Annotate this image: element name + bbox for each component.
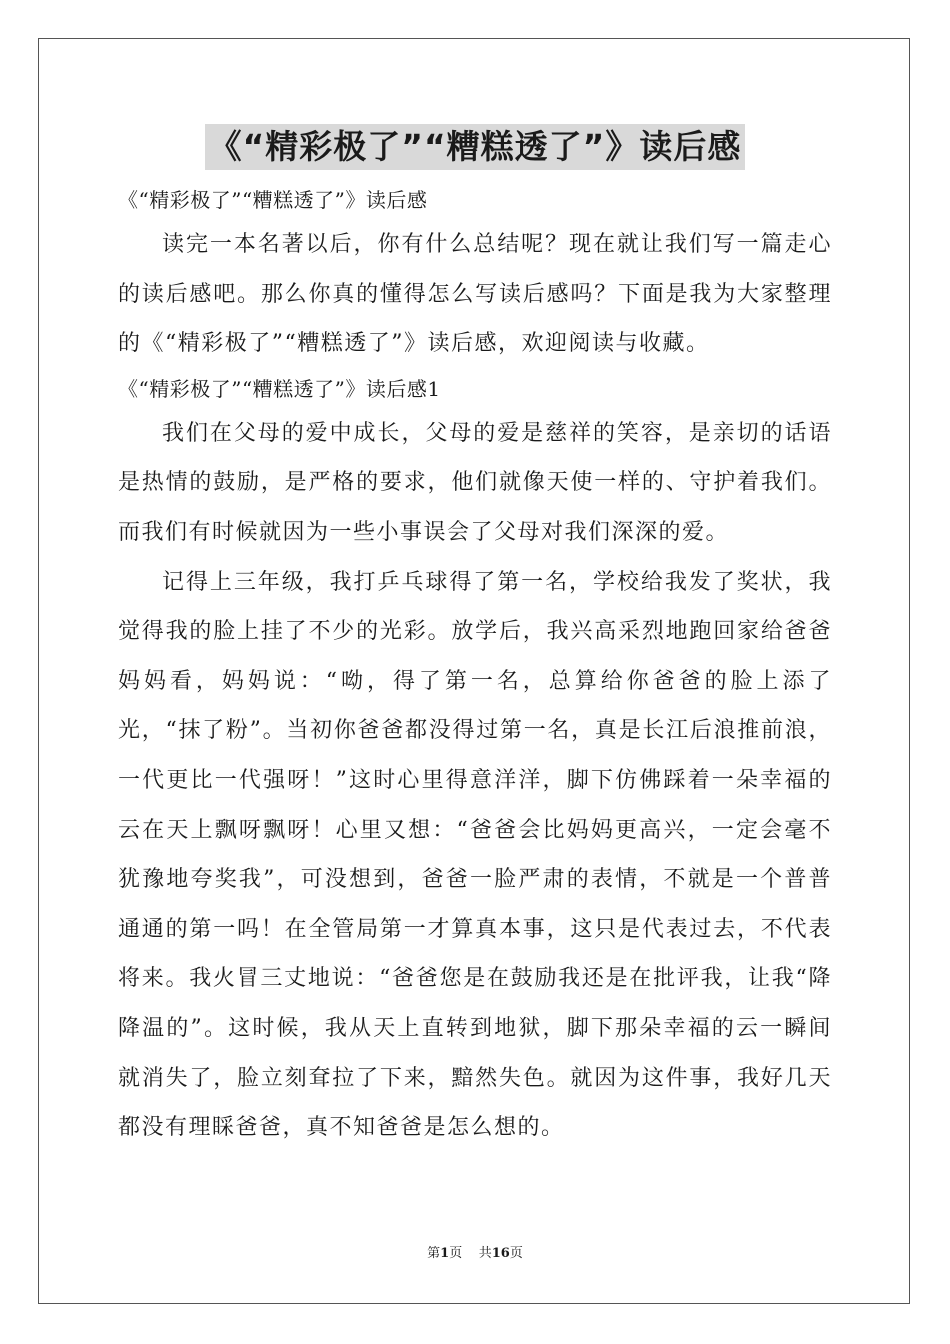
page-number: 1 [440,1246,450,1261]
body-paragraph: 记得上三年级，我打乒乓球得了第一名，学校给我发了奖状，我觉得我的脸上挂了不少的光彩。放学后，我兴高采烈地跑回家给爸爸妈妈看，妈妈说：“呦，得了第一名，总算给你爸爸的脸上添了光，“抹了粉”。当初你爸爸都没得过第一名，真是长江后浪推前浪，一代更比一代强呀！”这时心里得意洋洋，脚下仿佛踩着一朵幸福的云在天上飘呀飘呀！心里又想：“爸爸会比妈妈更高兴，一定会毫不犹豫地夸奖我”，可没想到，爸爸一脸严肃的表情，不就是一个普普通通的第一吗！在全管局第一才算真本事，这只是代表过去，不代表将来。我火冒三丈地说：“爸爸您是在鼓励我还是在批评我，让我“降降温的”。这时候，我从天上直转到地狱，脚下那朵幸福的云一瞬间就消失了，脸立刻耷拉了下来，黯然失色。就因为这件事，我好几天都没有理睬爸爸，真不知爸爸是怎么想的。 [118,569,832,1141]
total-suffix: 页 [509,1246,523,1261]
title-block [0,124,950,170]
page-suffix: 页 [449,1246,463,1261]
document-subtitle: 《“精彩极了”“糟糕透了”》读后感 [118,188,428,212]
body-paragraph: 我们在父母的爱中成长，父母的爱是慈祥的笑容，是亲切的话语是热情的鼓励，是严格的要求，他们就像天使一样的、守护着我们。而我们有时候就因为一些小事误会了父母对我们深深的爱。 [118,420,832,545]
intro-paragraph: 读完一本名著以后，你有什么总结呢？现在就让我们写一篇走心的读后感吧。那么你真的懂得怎么写读后感吗？下面是我为大家整理的《“精彩极了”“糟糕透了”》读后感，欢迎阅读与收藏。 [118,232,832,357]
page-title: 《“精彩极了”“糟糕透了”》读后感 [205,124,746,170]
total-prefix: 共 [478,1246,492,1261]
document-body [118,180,832,1153]
total-pages: 16 [491,1246,510,1261]
page-footer [0,1244,950,1264]
page-prefix: 第 [427,1246,441,1261]
section-heading: 《“精彩极了”“糟糕透了”》读后感1 [118,376,441,401]
